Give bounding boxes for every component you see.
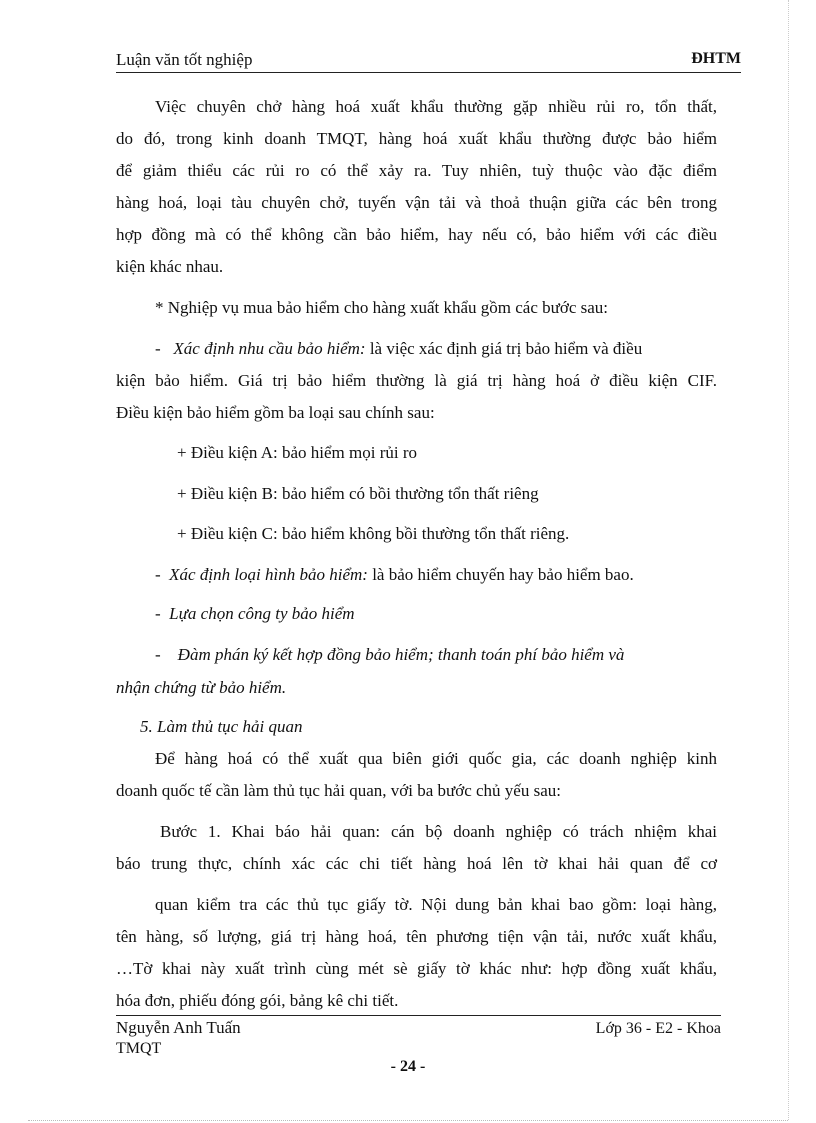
p3-rest: là việc xác định giá trị bảo hiểm và điều [369, 339, 643, 358]
p7-line-1: Để hàng hoá có thể xuất qua biên giới quốc gia, các doanh nghiệp kinh [155, 749, 717, 768]
page-number: - 24 - [390, 1058, 426, 1075]
p1-line-6: kiện khác nhau. [116, 257, 224, 276]
p5-dash: - [155, 604, 161, 623]
p5-line [155, 603, 355, 625]
p3-term: Xác định nhu cầu bảo hiểm: [173, 339, 366, 358]
p8-line-1: Bước 1. Khai báo hải quan: cán bộ doanh nghiệp có trách nhiệm khai [160, 822, 717, 841]
p3-line-2: kiện bảo hiểm. Giá trị bảo hiểm thường là giá trị hàng hoá ở điều kiện CIF. [116, 371, 717, 390]
p1-line-1: Việc chuyên chở hàng hoá xuất khẩu thường gặp nhiều rủi ro, tổn thất, [155, 97, 717, 116]
header-title: Luận văn tốt nghiệp [116, 50, 253, 69]
page-header [116, 50, 741, 73]
section-5-heading: 5. Làm thủ tục hải quan [140, 717, 303, 736]
p9-line-2: tên hàng, số lượng, giá trị hàng hoá, tên phương tiện vận tải, nước xuất khẩu, [116, 927, 717, 946]
footer-author: Nguyễn Anh Tuấn [116, 1018, 241, 1037]
p7-line-2: doanh quốc tế cần làm thủ tục hải quan, với ba bước chủ yếu sau: [116, 781, 561, 800]
p3-dash: - [155, 339, 161, 358]
p1-line-2: do đó, trong kinh doanh TMQT, hàng hoá xuất khẩu thường được bảo hiểm [116, 129, 717, 148]
page-bottom-edge [28, 1120, 788, 1121]
p4-line [155, 564, 634, 586]
header-org: ĐHTM [691, 50, 741, 67]
p6-line-1 [155, 644, 717, 666]
p6-dash: - [155, 645, 161, 664]
condition-a: + Điều kiện A: bảo hiểm mọi rủi ro [177, 443, 417, 462]
p5-term: Lựa chọn công ty bảo hiểm [169, 604, 355, 623]
condition-b: + Điều kiện B: bảo hiểm có bồi thường tổn thất riêng [177, 484, 539, 503]
p3-line-3: Điều kiện bảo hiểm gồm ba loại sau chính sau: [116, 403, 435, 422]
footer-dept: TMQT [116, 1040, 162, 1057]
p9-line-1: quan kiểm tra các thủ tục giấy tờ. Nội dung bản khai bao gồm: loại hàng, [155, 895, 717, 914]
p6-text-1: Đàm phán ký kết hợp đồng bảo hiểm; thanh toán phí bảo hiểm và [177, 645, 625, 664]
p4-dash: - [155, 565, 161, 584]
p1-line-3: để giảm thiểu các rủi ro có thể xảy ra. Tuy nhiên, tuỳ thuộc vào đặc điểm [116, 161, 717, 180]
p3-line-1 [155, 338, 717, 360]
footer-class: Lớp 36 - E2 - Khoa [595, 1020, 721, 1037]
p1-line-5: hợp đồng mà có thể không cần bảo hiểm, hay nếu có, bảo hiểm với các điều [116, 225, 717, 244]
condition-c: + Điều kiện C: bảo hiểm không bồi thường tổn thất riêng. [177, 524, 570, 543]
p9-line-4: hóa đơn, phiếu đóng gói, bảng kê chi tiết. [116, 991, 399, 1010]
p4-rest: là bảo hiểm chuyến hay bảo hiểm bao. [372, 565, 634, 584]
p4-term: Xác định loại hình bảo hiểm: [169, 565, 368, 584]
p2-heading: * Nghiệp vụ mua bảo hiểm cho hàng xuất khẩu gồm các bước sau: [155, 298, 608, 317]
footer-divider [116, 1015, 721, 1016]
p1-line-4: hàng hoá, loại tàu chuyên chở, tuyến vận tải và thoả thuận giữa các bên trong [116, 193, 717, 212]
p9-line-3: …Tờ khai này xuất trình cùng mét sè giấy tờ khác như: hợp đồng xuất khẩu, [116, 959, 717, 978]
p8-line-2: báo trung thực, chính xác các chi tiết hàng hoá lên tờ khai hải quan để cơ [116, 854, 717, 873]
p6-line-2: nhận chứng từ bảo hiểm. [116, 678, 287, 697]
page-right-edge [788, 0, 789, 1120]
